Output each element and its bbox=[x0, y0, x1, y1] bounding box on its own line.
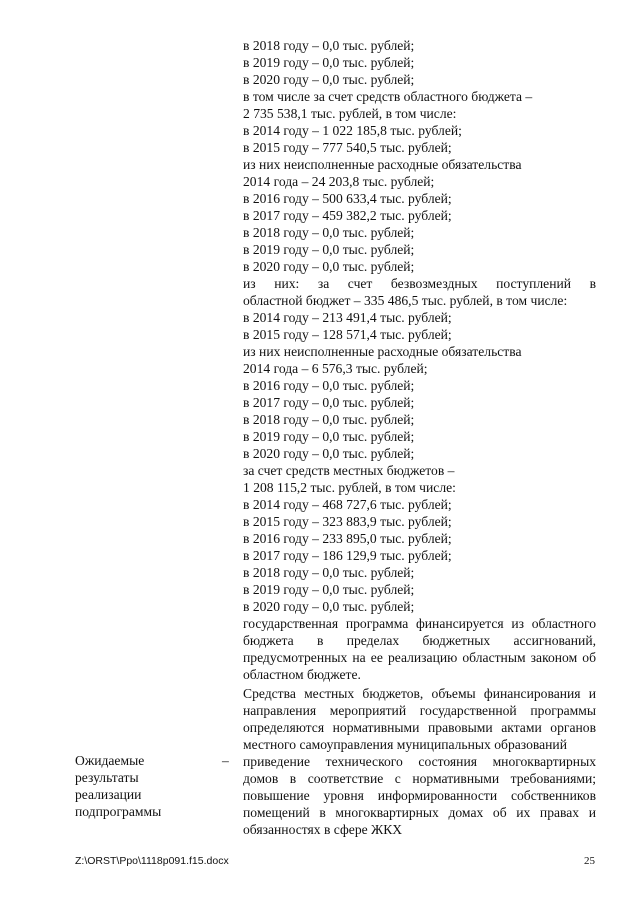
text-line: в 2019 году – 0,0 тыс. рублей; bbox=[243, 55, 415, 70]
text-line: в 2016 году – 500 633,4 тыс. рублей; bbox=[243, 191, 452, 206]
justified-line: государственная программа финансируется из областного bbox=[243, 616, 596, 631]
text-line: 2014 года – 24 203,8 тыс. рублей; bbox=[243, 174, 435, 189]
text-line: в 2018 году – 0,0 тыс. рублей; bbox=[243, 225, 415, 240]
text-line: в 2018 году – 0,0 тыс. рублей; bbox=[243, 565, 415, 580]
justified-line: определяются нормативными правовыми актами органов bbox=[243, 720, 596, 735]
label-line: реализации bbox=[75, 787, 142, 802]
text-line: 1 208 115,2 тыс. рублей, в том числе: bbox=[243, 480, 456, 495]
lines-b bbox=[243, 292, 596, 615]
text-line: в 2020 году – 0,0 тыс. рублей; bbox=[243, 599, 415, 614]
justified-line: бюджета в пределах бюджетных ассигнований, bbox=[243, 633, 596, 648]
text-line: в 2019 году – 0,0 тыс. рублей; bbox=[243, 242, 415, 257]
text-line: в том числе за счет средств областного бюджета – bbox=[243, 89, 533, 104]
label-line: подпрограммы bbox=[75, 804, 162, 819]
financing-text-column bbox=[243, 37, 596, 838]
text-line: местного самоуправления муниципальных образований bbox=[243, 737, 567, 752]
text-line: областной бюджет – 335 486,5 тыс. рублей, в том числе: bbox=[243, 293, 568, 308]
text-line: 2 735 538,1 тыс. рублей, в том числе: bbox=[243, 106, 457, 121]
text-line: в 2017 году – 186 129,9 тыс. рублей; bbox=[243, 548, 452, 563]
text-line: в 2019 году – 0,0 тыс. рублей; bbox=[243, 582, 415, 597]
text-line: областном бюджете. bbox=[243, 667, 361, 682]
justified-line: помещений в многоквартирных домах об их правах и bbox=[243, 805, 596, 820]
justified-line: направления мероприятий государственной программы bbox=[243, 703, 596, 718]
text-line: в 2015 году – 777 540,5 тыс. рублей; bbox=[243, 140, 452, 155]
text-line: в 2017 году – 0,0 тыс. рублей; bbox=[243, 395, 415, 410]
text-line: в 2016 году – 0,0 тыс. рублей; bbox=[243, 378, 415, 393]
text-line: обязанностях в сфере ЖКХ bbox=[243, 822, 403, 837]
justified-line: Средства местных бюджетов, объемы финансирования и bbox=[243, 686, 596, 701]
label-dash: – bbox=[222, 753, 229, 768]
justified-line: домов в соответствие с нормативными требованиями; bbox=[243, 771, 596, 786]
text-line: в 2020 году – 0,0 тыс. рублей; bbox=[243, 72, 415, 87]
expected-results-label bbox=[75, 752, 240, 820]
text-line: из них неисполненные расходные обязательства bbox=[243, 157, 522, 172]
text-line: в 2018 году – 0,0 тыс. рублей; bbox=[243, 412, 415, 427]
text-line: в 2017 году – 459 382,2 тыс. рублей; bbox=[243, 208, 452, 223]
text-line: в 2019 году – 0,0 тыс. рублей; bbox=[243, 429, 415, 444]
text-line: в 2020 году – 0,0 тыс. рублей; bbox=[243, 446, 415, 461]
text-line: в 2014 году – 213 491,4 тыс. рублей; bbox=[243, 310, 452, 325]
program-financing-paragraph bbox=[243, 615, 596, 683]
footer-file-path: Z:\ORST\Ppo\1118p091.f15.docx bbox=[75, 855, 229, 867]
local-budgets-paragraph bbox=[243, 685, 596, 753]
label-line: результаты bbox=[75, 770, 139, 785]
text-line: 2014 года – 6 576,3 тыс. рублей; bbox=[243, 361, 428, 376]
text-line: в 2015 году – 323 883,9 тыс. рублей; bbox=[243, 514, 452, 529]
text-line: в 2018 году – 0,0 тыс. рублей; bbox=[243, 38, 415, 53]
lines-a bbox=[243, 37, 596, 275]
text-line: из них неисполненные расходные обязательства bbox=[243, 344, 522, 359]
text-line: в 2014 году – 468 727,6 тыс. рублей; bbox=[243, 497, 452, 512]
text-line: в 2016 году – 233 895,0 тыс. рублей; bbox=[243, 531, 452, 546]
justified-line: предусмотренных на ее реализацию областным законом об bbox=[243, 650, 596, 665]
text-line: за счет средств местных бюджетов – bbox=[243, 463, 455, 478]
expected-results-text bbox=[243, 753, 596, 838]
justified-line: повышение уровня информированности собственников bbox=[243, 788, 596, 803]
text-line: в 2015 году – 128 571,4 тыс. рублей; bbox=[243, 327, 452, 342]
label-line: Ожидаемые bbox=[75, 753, 145, 768]
justified-line: из них: за счет безвозмездных поступлений в bbox=[243, 276, 596, 291]
page-number: 25 bbox=[584, 855, 595, 867]
text-line: в 2014 году – 1 022 185,8 тыс. рублей; bbox=[243, 123, 462, 138]
text-line: в 2020 году – 0,0 тыс. рублей; bbox=[243, 259, 415, 274]
justified-line: приведение технического состояния многоквартирных bbox=[243, 754, 596, 769]
